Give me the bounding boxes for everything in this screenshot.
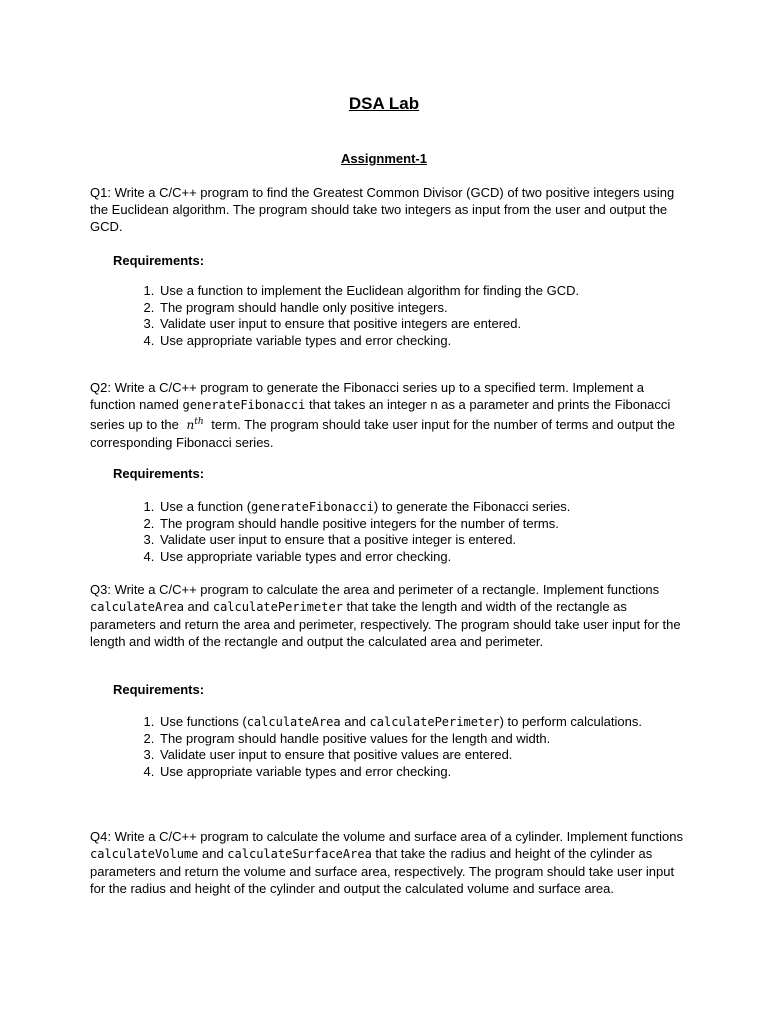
assignment-heading: Assignment-1: [341, 151, 427, 166]
question-3-text: Q3: Write a C/C++ program to calculate the area and perimeter of a rectangle. Implement functions calculateArea and calculatePerimeter that take the length and width of the rectangle as parameters and return the area and perimeter, respectively. The program should take user input for the length and width of the rectangle and output the calculated area and perimeter.: [90, 582, 681, 649]
list-item: 1. Use a function to implement the Euclidean algorithm for finding the GCD.: [158, 283, 718, 300]
list-item: 1. Use functions (calculateArea and calculatePerimeter) to perform calculations.: [158, 714, 718, 731]
list-item: 4. Use appropriate variable types and error checking.: [158, 764, 718, 781]
document-title: DSA Lab: [348, 94, 420, 113]
question-1-requirements-label: Requirements:: [113, 253, 205, 268]
list-item: 2. The program should handle positive values for the length and width.: [158, 731, 718, 748]
question-4-text: Q4: Write a C/C++ program to calculate the volume and surface area of a cylinder. Implement functions calculateVolume and calculateSurfaceArea that take the radius and height of the cylinder as parameters and return the volume and surface area, respectively. The program should take user input for the radius and height of the cylinder and output the calculated volume and surface area.: [90, 829, 683, 896]
question-3-requirements-label: Requirements:: [113, 682, 205, 697]
list-item: 4. Use appropriate variable types and error checking.: [158, 333, 718, 350]
question-3-requirements-list: [113, 714, 718, 780]
question-2-requirements-label: Requirements:: [113, 466, 205, 481]
list-item: 1. Use a function (generateFibonacci) to generate the Fibonacci series.: [158, 499, 718, 516]
list-item: 2. The program should handle positive integers for the number of terms.: [158, 516, 718, 533]
list-item: 4. Use appropriate variable types and error checking.: [158, 549, 718, 566]
question-2-requirements-list: [113, 499, 718, 565]
math-n-th: $n^{th}$: [186, 417, 204, 432]
list-item: 3. Validate user input to ensure that positive integers are entered.: [158, 316, 718, 333]
list-item: 2. The program should handle only positive integers.: [158, 300, 718, 317]
list-item: 3. Validate user input to ensure that positive values are entered.: [158, 747, 718, 764]
question-1-text: Q1: Write a C/C++ program to find the Greatest Common Divisor (GCD) of two positive integers using the Euclidean algorithm. The program should take two integers as input from the user and output the GCD.: [90, 185, 675, 234]
question-2-text: Q2: Write a C/C++ program to generate the Fibonacci series up to a specified term. Implement a function named generateFibonacci that takes an integer n as a parameter and prints the Fibonacci series up to the $n^{th}$ term. The program should take user input for the number of terms and output the corresponding Fibonacci series.: [90, 380, 675, 450]
list-item: 3. Validate user input to ensure that a positive integer is entered.: [158, 532, 718, 549]
question-1-requirements-list: [113, 283, 718, 349]
function-name-code: generateFibonacci: [182, 398, 306, 412]
